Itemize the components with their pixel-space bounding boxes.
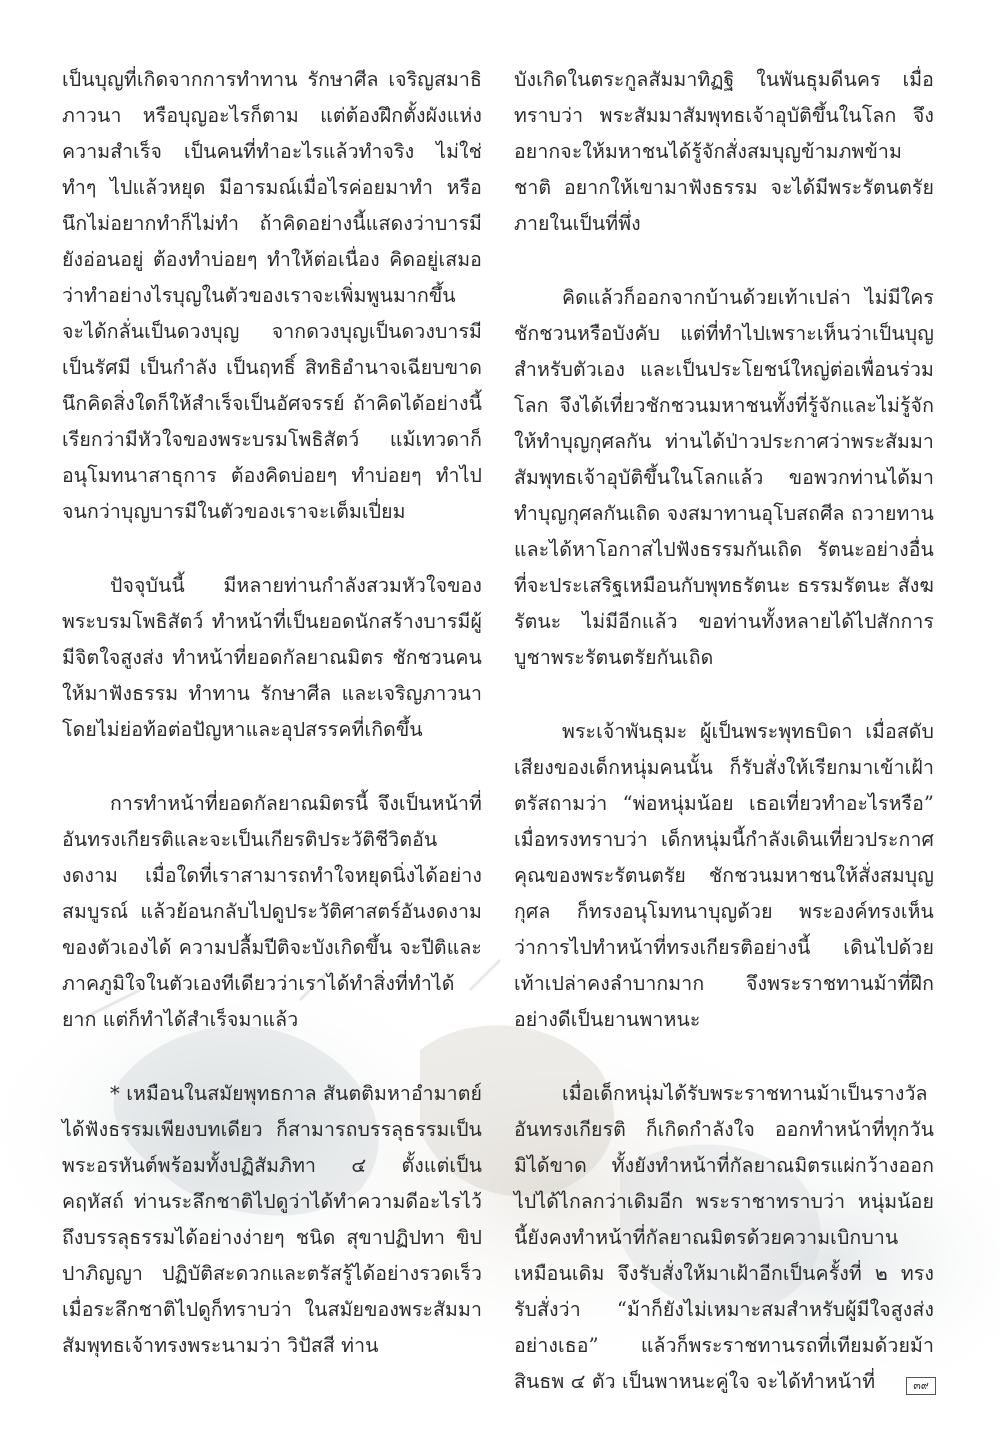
- paragraph: เป็นบุญที่เกิดจากการทำทาน รักษาศีล เจริญสมาธิภาวนา หรือบุญอะไรก็ตาม แต่ต้องฝึกตั้งผังแห่งความสำเร็จ เป็นคนที่ทำอะไรแล้วทำจริง ไม่ใช่ทำๆ ไปแล้วหยุด มีอารมณ์เมื่อไรค่อยมาทำ หรือนึกไม่อยากทำก็ไม่ทำ ถ้าคิดอย่างนี้แสดงว่าบารมียังอ่อนอยู่ ต้องทำบ่อยๆ ทำให้ต่อเนื่อง คิดอยู่เสมอว่าทำอย่างไรบุญในตัวของเราจะเพิ่มพูนมากขึ้น จะได้กลั่นเป็นดวงบุญ จากดวงบุญเป็นดวงบารมี เป็นรัศมี เป็นกำลัง เป็นฤทธิ์ สิทธิอำนาจเฉียบขาด นึกคิดสิ่งใดก็ให้สำเร็จเป็นอัศจรรย์ ถ้าคิดได้อย่างนี้เรียกว่ามีหัวใจของพระบรมโพธิสัตว์ แม้เทวดาก็อนุโมทนาสาธุการ ต้องคิดบ่อยๆ ทำบ่อยๆ ทำไปจนกว่าบุญบารมีในตัวของเราจะเต็มเปี่ยม: [62, 68, 482, 523]
- paragraph: คิดแล้วก็ออกจากบ้านด้วยเท้าเปล่า ไม่มีใครชักชวนหรือบังคับ แต่ที่ทำไปเพราะเห็นว่าเป็นบุญสำหรับตัวเอง และเป็นประโยชน์ใหญ่ต่อเพื่อนร่วมโลก จึงได้เที่ยวชักชวนมหาชนทั้งที่รู้จักและไม่รู้จักให้ทำบุญกุศลกัน ท่านได้ป่าวประกาศว่าพระสัมมาสัมพุทธเจ้าอุบัติขึ้นในโลกแล้ว ขอพวกท่านได้มาทำบุญกุศลกันเถิด จงสมาทานอุโบสถศีล ถวายทาน และได้หาโอกาสไปฟังธรรมกันเถิด รัตนะอย่างอื่นที่จะประเสริฐเหมือนกับพุทธรัตนะ ธรรมรัตนะ สังฆรัตนะ ไม่มีอีกแล้ว ขอท่านทั้งหลายได้ไปสักการบูชาพระรัตนตรัยกันเถิด: [514, 286, 934, 669]
- paragraph: บังเกิดในตระกูลสัมมาทิฏฐิ ในพันธุมดีนคร เมื่อทราบว่า พระสัมมาสัมพุทธเจ้าอุบัติขึ้นในโลก จึงอยากจะให้มหาชนได้รู้จักสั่งสมบุญข้ามภพข้ามชาติ อยากให้เขามาฟังธรรม จะได้มีพระรัตนตรัยภายในเป็นที่พึ่ง: [514, 68, 934, 235]
- paragraph: ปัจจุบันนี้ มีหลายท่านกำลังสวมหัวใจของพระบรมโพธิสัตว์ ทำหน้าที่เป็นยอดนักสร้างบารมีผู้มีจิตใจสูงส่ง ทำหน้าที่ยอดกัลยาณมิตร ชักชวนคนให้มาฟังธรรม ทำทาน รักษาศีล และเจริญภาวนา โดยไม่ย่อท้อต่อปัญหาและอุปสรรคที่เกิดขึ้น: [62, 574, 482, 741]
- page-number: ๓๙: [906, 1377, 936, 1395]
- paragraph: เมื่อเด็กหนุ่มได้รับพระราชทานม้าเป็นรางวัลอันทรงเกียรติ ก็เกิดกำลังใจ ออกทำหน้าที่ทุกวันมิได้ขาด ทั้งยังทำหน้าที่กัลยาณมิตรแผ่กว้างออกไปได้ไกลกว่าเดิมอีก พระราชาทราบว่า หนุ่มน้อยนี้ยังคงทำหน้าที่กัลยาณมิตรด้วยความเบิกบานเหมือนเดิม จึงรับสั่งให้มาเฝ้าอีกเป็นครั้งที่ ๒ ทรงรับสั่งว่า “ม้าก็ยังไม่เหมาะสมสำหรับผู้มีใจสูงส่งอย่างเธอ” แล้วก็พระราชทานรถที่เทียมด้วยม้าสินธพ ๔ ตัว เป็นพาหนะคู่ใจ จะได้ทำหน้าที่: [514, 1082, 934, 1393]
- left-text-column: [62, 62, 482, 1402]
- paragraph: พระเจ้าพันธุมะ ผู้เป็นพระพุทธบิดา เมื่อสดับเสียงของเด็กหนุ่มคนนั้น ก็รับสั่งให้เรียกมาเข้าเฝ้าตรัสถามว่า “พ่อหนุ่มน้อย เธอเที่ยวทำอะไรหรือ” เมื่อทรงทราบว่า เด็กหนุ่มนี้กำลังเดินเที่ยวประกาศคุณของพระรัตนตรัย ชักชวนมหาชนให้สั่งสมบุญกุศล ก็ทรงอนุโมทนาบุญด้วย พระองค์ทรงเห็นว่าการไปทำหน้าที่ทรงเกียรติอย่างนี้ เดินไปด้วยเท้าเปล่าคงลำบากมาก จึงพระราชทานม้าที่ฝึกอย่างดีเป็นยานพาหนะ: [514, 720, 934, 1031]
- right-text-column: [514, 62, 934, 1438]
- paragraph: การทำหน้าที่ยอดกัลยาณมิตรนี้ จึงเป็นหน้าที่อันทรงเกียรติและจะเป็นเกียรติประวัติชีวิตอันงดงาม เมื่อใดที่เราสามารถทำใจหยุดนิ่งได้อย่างสมบูรณ์ แล้วย้อนกลับไปดูประวัติศาสตร์อันงดงามของตัวเองได้ ความปลื้มปีติจะบังเกิดขึ้น จะปีติและภาคภูมิใจในตัวเองทีเดียวว่าเราได้ทำสิ่งที่ทำได้ยาก แต่ก็ทำได้สำเร็จมาแล้ว: [62, 792, 482, 1031]
- paragraph: * เหมือนในสมัยพุทธกาล สันตติมหาอำมาตย์ได้ฟังธรรมเพียงบทเดียว ก็สามารถบรรลุธรรมเป็นพระอรหันต์พร้อมทั้งปฏิสัมภิทา ๔ ตั้งแต่เป็นคฤหัสถ์ ท่านระลึกชาติไปดูว่าได้ทำความดีอะไรไว้ถึงบรรลุธรรมได้อย่างง่ายๆ ชนิด สุขาปฏิปทา ขิปปาภิญญา ปฏิบัติสะดวกและตรัสรู้ได้อย่างรวดเร็ว เมื่อระลึกชาติไปดูก็ทราบว่า ในสมัยของพระสัมมาสัมพุทธเจ้าทรงพระนามว่า วิปัสสี ท่าน: [62, 1082, 482, 1357]
